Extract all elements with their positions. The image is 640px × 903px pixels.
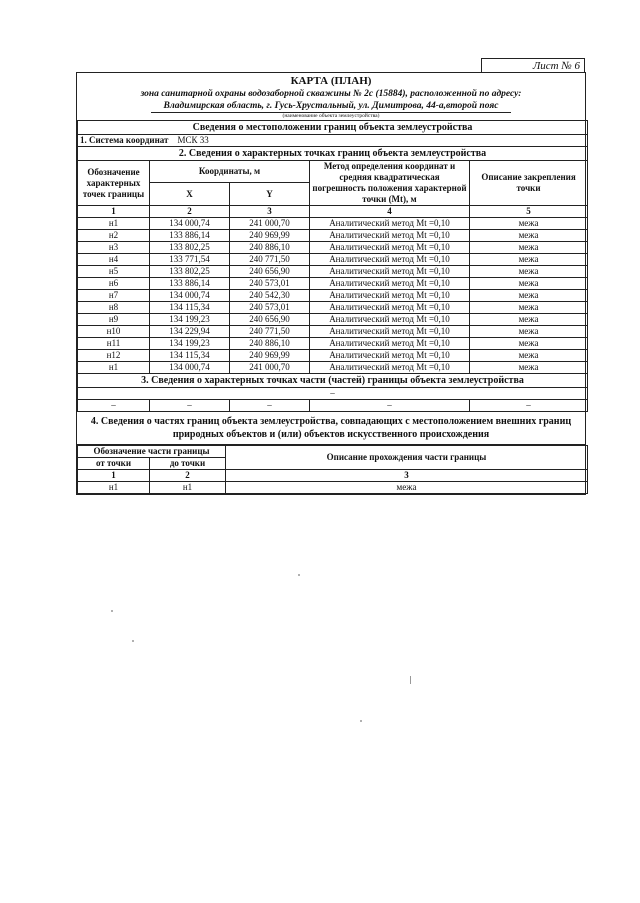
column-number-row [78, 206, 588, 218]
point-method: Аналитический метод Mt =0,10 [310, 230, 470, 242]
column-number: 1 [78, 470, 150, 482]
col-x-header: X [150, 183, 230, 206]
point-id: н7 [78, 290, 150, 302]
point-y: 240 656,90 [230, 314, 310, 326]
section2-title: 2. Сведения о характерных точках границ объекта землеустройства [78, 147, 588, 161]
point-fixing: межа [470, 350, 588, 362]
point-method: Аналитический метод Mt =0,10 [310, 278, 470, 290]
point-y: 240 573,01 [230, 278, 310, 290]
point-method: Аналитический метод Mt =0,10 [310, 350, 470, 362]
coordinate-system-label: 1. Система координат [80, 135, 169, 145]
point-id: н5 [78, 266, 150, 278]
point-x: 134 199,23 [150, 314, 230, 326]
point-x: 134 199,23 [150, 338, 230, 350]
point-method: Аналитический метод Mt =0,10 [310, 254, 470, 266]
point-y: 241 000,70 [230, 362, 310, 374]
col-coords-header: Координаты, м [150, 161, 310, 183]
point-y: 240 656,90 [230, 266, 310, 278]
point-method: Аналитический метод Mt =0,10 [310, 326, 470, 338]
col-y-header: Y [230, 183, 310, 206]
part-from: н1 [78, 482, 150, 494]
point-id: н1 [78, 218, 150, 230]
object-description-line1: зона санитарной охраны водозаборной скважины № 2с (15884), расположенной по адресу: [140, 89, 522, 99]
point-row [78, 362, 588, 374]
point-fixing: межа [470, 290, 588, 302]
object-name-note: (наименование объекта землеустройства) [151, 112, 511, 120]
point-method: Аналитический метод Mt =0,10 [310, 314, 470, 326]
sheet-number: Лист № 6 [481, 58, 585, 72]
point-method: Аналитический метод Mt =0,10 [310, 362, 470, 374]
scan-speck [360, 720, 362, 722]
point-y: 240 969,99 [230, 350, 310, 362]
point-y: 240 969,99 [230, 230, 310, 242]
point-fixing: межа [470, 266, 588, 278]
point-y: 240 771,50 [230, 254, 310, 266]
point-id: н1 [78, 362, 150, 374]
point-row [78, 338, 588, 350]
column-number: 4 [310, 206, 470, 218]
point-id: н12 [78, 350, 150, 362]
section4-title: 4. Сведения о частях границ объекта землеустройства, совпадающих с местоположением внешних границ природных объектов и (или) объектов искусственного происхождения [77, 412, 585, 445]
column-number: 2 [150, 206, 230, 218]
document-header [77, 73, 585, 120]
point-y: 240 542,30 [230, 290, 310, 302]
scan-speck [132, 640, 134, 642]
object-description-line2: Владимирская область, г. Гусь-Хрустальный, ул. Димитрова, 44-а,второй пояс [163, 101, 499, 111]
col-pass-desc-header: Описание прохождения части границы [226, 446, 588, 470]
part-row [78, 482, 588, 494]
col-method-header: Метод определения координат и средняя квадратическая погрешность положения характерной точки (Mt), м [310, 161, 470, 206]
section3-dash-row [78, 400, 588, 412]
point-method: Аналитический метод Mt =0,10 [310, 302, 470, 314]
point-id: н8 [78, 302, 150, 314]
location-section-title: Сведения о местоположении границ объекта землеустройства [78, 121, 588, 135]
point-id: н11 [78, 338, 150, 350]
dash-cell: – [230, 400, 310, 412]
point-row [78, 326, 588, 338]
coordinate-system-value: МСК 33 [177, 135, 209, 145]
point-id: н4 [78, 254, 150, 266]
document-frame [76, 72, 586, 495]
point-fixing: межа [470, 326, 588, 338]
point-row [78, 242, 588, 254]
point-row [78, 266, 588, 278]
point-id: н9 [78, 314, 150, 326]
location-table [77, 120, 588, 412]
point-fixing: межа [470, 254, 588, 266]
col-point-header: Обозначение характерных точек границы [78, 161, 150, 206]
point-x: 134 115,34 [150, 350, 230, 362]
point-method: Аналитический метод Mt =0,10 [310, 242, 470, 254]
column-number: 1 [78, 206, 150, 218]
section3-empty-row: – [78, 388, 588, 400]
dash-cell: – [470, 400, 588, 412]
scan-speck [111, 610, 113, 612]
point-fixing: межа [470, 338, 588, 350]
point-row [78, 230, 588, 242]
point-row [78, 302, 588, 314]
column-number: 3 [230, 206, 310, 218]
col-from-header: от точки [78, 458, 150, 470]
point-fixing: межа [470, 230, 588, 242]
point-y: 240 886,10 [230, 242, 310, 254]
column-number: 2 [150, 470, 226, 482]
col-to-header: до точки [150, 458, 226, 470]
point-x: 134 000,74 [150, 362, 230, 374]
point-row [78, 314, 588, 326]
point-fixing: межа [470, 362, 588, 374]
point-x: 134 115,34 [150, 302, 230, 314]
point-id: н3 [78, 242, 150, 254]
point-fixing: межа [470, 278, 588, 290]
point-x: 133 886,14 [150, 230, 230, 242]
point-row [78, 290, 588, 302]
column-number: 5 [470, 206, 588, 218]
scan-speck [298, 574, 300, 576]
point-method: Аналитический метод Mt =0,10 [310, 338, 470, 350]
col-part-header: Обозначение части границы [78, 446, 226, 458]
point-y: 240 771,50 [230, 326, 310, 338]
column-number: 3 [226, 470, 588, 482]
point-x: 133 802,25 [150, 242, 230, 254]
points-table-body [78, 218, 588, 374]
point-x: 133 771,54 [150, 254, 230, 266]
dash-cell: – [150, 400, 230, 412]
point-row [78, 278, 588, 290]
point-method: Аналитический метод Mt =0,10 [310, 290, 470, 302]
point-x: 133 802,25 [150, 266, 230, 278]
dash-cell: – [310, 400, 470, 412]
point-id: н2 [78, 230, 150, 242]
point-x: 134 229,94 [150, 326, 230, 338]
point-x: 133 886,14 [150, 278, 230, 290]
point-fixing: межа [470, 242, 588, 254]
scan-speck [410, 676, 411, 684]
point-id: н10 [78, 326, 150, 338]
point-method: Аналитический метод Mt =0,10 [310, 218, 470, 230]
parts-table [77, 445, 588, 494]
point-y: 240 886,10 [230, 338, 310, 350]
point-x: 134 000,74 [150, 290, 230, 302]
parts-table-body [78, 482, 588, 494]
document-title: КАРТА (ПЛАН) [290, 75, 372, 87]
point-row [78, 350, 588, 362]
point-id: н6 [78, 278, 150, 290]
point-row [78, 218, 588, 230]
section3-title: 3. Сведения о характерных точках части (частей) границы объекта землеустройства [78, 374, 588, 388]
dash-cell: – [78, 400, 150, 412]
point-y: 241 000,70 [230, 218, 310, 230]
part-to: н1 [150, 482, 226, 494]
point-row [78, 254, 588, 266]
point-fixing: межа [470, 302, 588, 314]
point-method: Аналитический метод Mt =0,10 [310, 266, 470, 278]
point-fixing: межа [470, 314, 588, 326]
coordinate-system-row [78, 135, 588, 147]
col-desc-header: Описание закрепления точки [470, 161, 588, 206]
part-description: межа [226, 482, 588, 494]
point-y: 240 573,01 [230, 302, 310, 314]
point-x: 134 000,74 [150, 218, 230, 230]
point-fixing: межа [470, 218, 588, 230]
